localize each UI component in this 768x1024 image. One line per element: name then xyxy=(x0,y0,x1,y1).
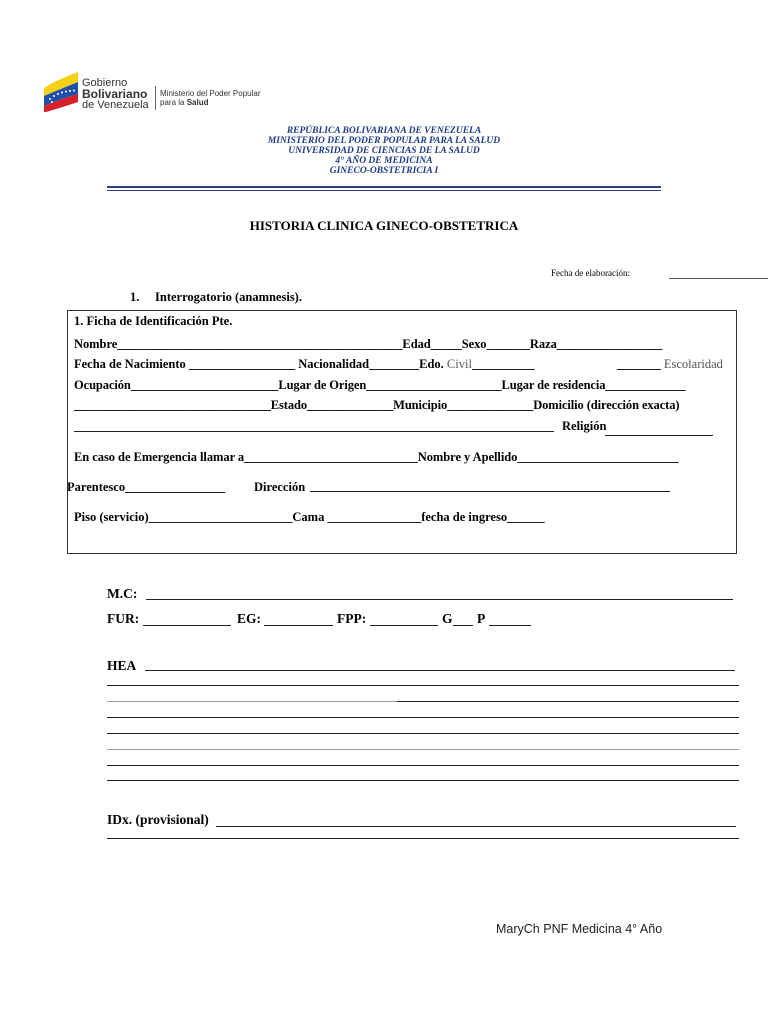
logo-line-2: Bolivariano xyxy=(82,87,148,101)
fecha-elaboracion-label: Fecha de elaboración: xyxy=(551,268,630,278)
ministry-name xyxy=(160,89,261,107)
header-rule xyxy=(107,186,661,188)
logo-line-3: de Venezuela xyxy=(82,99,149,111)
g-field[interactable] xyxy=(453,625,473,626)
row2-part-e: Escolaridad xyxy=(663,357,723,371)
row2-part-b: Civil xyxy=(446,357,472,371)
g-label: G xyxy=(442,611,453,626)
form-row-ocupacion[interactable]: Ocupación________________________Lugar de Origen______________________Lugar de residencia_____________ xyxy=(74,378,686,392)
government-name xyxy=(82,78,149,111)
address-continuation-line[interactable] xyxy=(74,431,554,432)
form-row-emergencia[interactable]: En caso de Emergencia llamar a____________________________Nombre y Apellido__________________________ xyxy=(74,450,679,464)
ministry-line-2-pre: para la xyxy=(160,98,187,107)
direccion-label: Dirección xyxy=(254,480,306,494)
religion-field[interactable] xyxy=(605,435,713,436)
fecha-elaboracion-field[interactable] xyxy=(669,278,768,279)
footer-credit: MaryCh PNF Medicina 4° Año xyxy=(496,922,663,936)
row2-part-c: __________ xyxy=(471,357,535,371)
logo-line-1: Gobierno xyxy=(82,77,128,89)
hea-field-line[interactable] xyxy=(107,717,739,718)
header-line: MINISTERIO DEL PODER POPULAR PARA LA SALUD xyxy=(267,136,501,146)
ficha-heading: 1. Ficha de Identificación Pte. xyxy=(74,314,233,328)
eg-field[interactable] xyxy=(264,625,333,626)
hea-field-line[interactable] xyxy=(107,749,739,750)
header-line: GINECO-OBSTETRICIA I xyxy=(329,166,439,176)
hea-field-line[interactable] xyxy=(145,670,735,671)
hea-field-line[interactable] xyxy=(107,765,739,766)
hea-field-line[interactable] xyxy=(107,701,397,702)
fpp-label: FPP: xyxy=(337,611,367,626)
section-1-heading xyxy=(130,290,302,305)
mc-label: M.C: xyxy=(107,586,138,601)
institution-header xyxy=(0,126,768,176)
mc-field[interactable] xyxy=(146,599,733,600)
parentesco-field[interactable]: Parentesco________________ xyxy=(67,480,226,494)
form-row-nombre[interactable]: Nombre______________________________________________Edad_____Sexo_______Raza_________________ xyxy=(74,337,663,351)
logo-divider xyxy=(155,86,156,110)
section-label: Interrogatorio (anamnesis). xyxy=(155,290,302,304)
row2-part-a: Fecha de Nacimiento _________________ Nacionalidad________Edo. xyxy=(74,357,447,371)
section-number: 1. xyxy=(130,290,140,304)
eg-label: EG: xyxy=(237,611,262,626)
hea-field-line[interactable] xyxy=(397,701,739,702)
p-field[interactable] xyxy=(489,625,531,626)
p-label: P xyxy=(477,611,486,626)
hea-label: HEA xyxy=(107,658,137,673)
fur-label: FUR: xyxy=(107,611,140,626)
fur-field[interactable] xyxy=(143,625,231,626)
form-row-estado[interactable]: ________________________________Estado______________Municipio______________Domicilio (dirección exacta) xyxy=(74,398,680,412)
idx-label: IDx. (provisional) xyxy=(107,812,209,827)
header-line: REPÚBLICA BOLIVARIANA DE VENEZUELA xyxy=(286,126,482,136)
hea-field-line[interactable] xyxy=(107,733,739,734)
header-rule xyxy=(107,190,661,191)
header-line: 4° AÑO DE MEDICINA xyxy=(335,156,433,166)
form-row-nacimiento[interactable] xyxy=(74,357,534,372)
religion-label: Religión xyxy=(562,419,607,433)
direccion-field[interactable] xyxy=(310,491,670,492)
ministry-line-1: Ministerio del Poder Popular xyxy=(160,89,261,98)
fpp-field[interactable] xyxy=(370,625,438,626)
venezuela-flag-icon xyxy=(42,70,80,112)
form-row-piso[interactable]: Piso (servicio)_______________________Cama _______________fecha de ingreso______ xyxy=(74,510,545,524)
row2-part-d: _______ xyxy=(617,357,664,371)
form-escolaridad[interactable] xyxy=(617,357,723,372)
ministry-line-2 xyxy=(160,98,261,107)
idx-field-line[interactable] xyxy=(216,826,736,827)
header-line: UNIVERSIDAD DE CIENCIAS DE LA SALUD xyxy=(288,146,480,156)
hea-field-line[interactable] xyxy=(107,780,739,781)
government-logo xyxy=(42,70,272,114)
ministry-line-2-bold: Salud xyxy=(186,98,209,107)
document-title: HISTORIA CLINICA GINECO-OBSTETRICA xyxy=(249,218,519,233)
hea-field-line[interactable] xyxy=(107,685,739,686)
idx-field-line[interactable] xyxy=(107,838,739,839)
